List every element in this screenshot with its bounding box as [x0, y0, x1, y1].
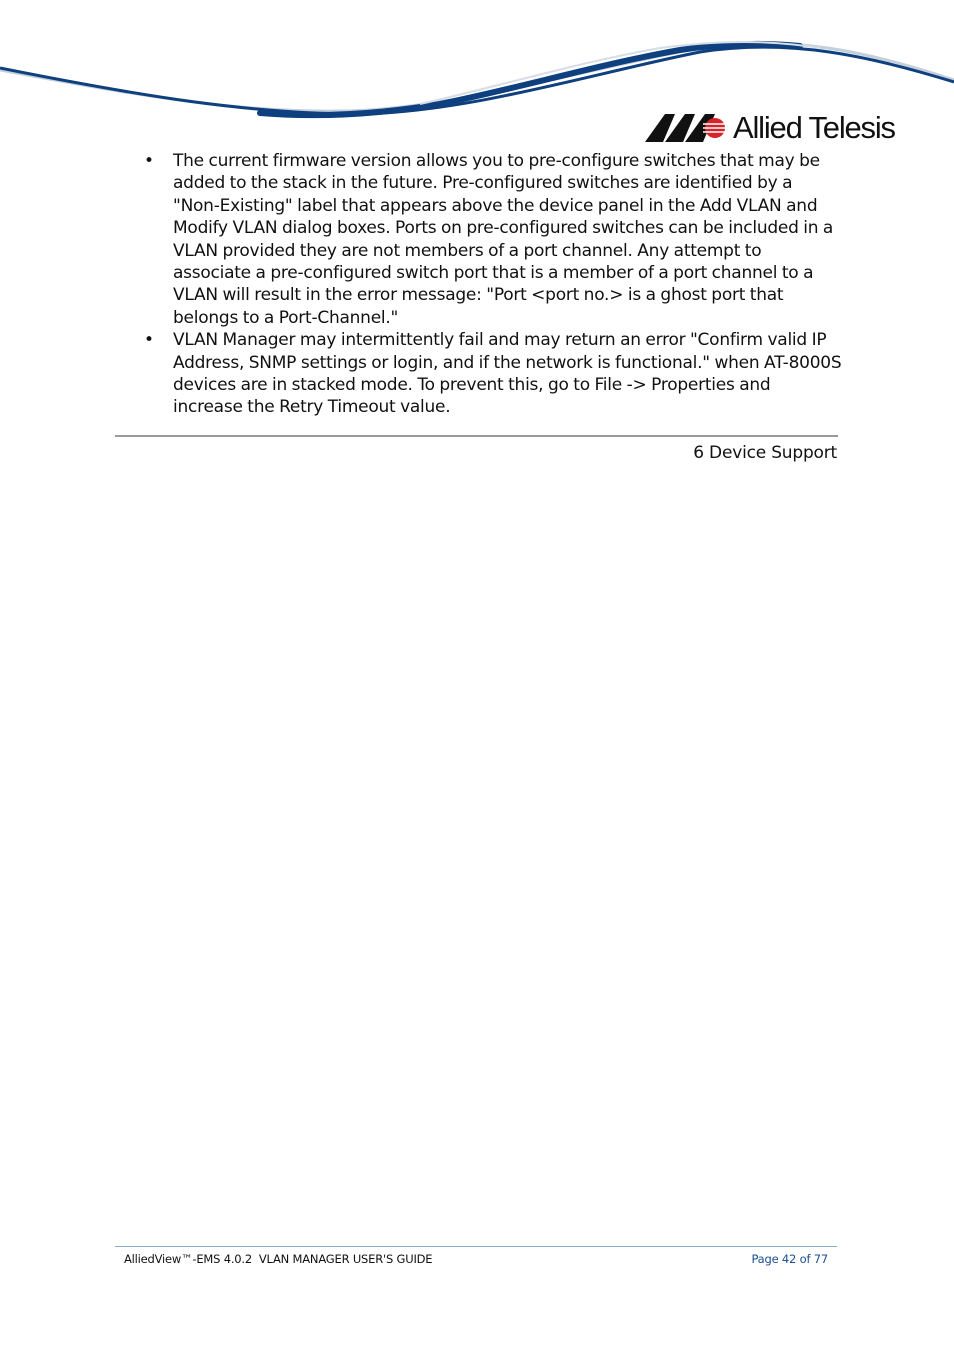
footer-divider — [115, 1246, 837, 1247]
section-divider — [115, 435, 838, 437]
list-item — [142, 150, 842, 329]
footer-page-number: Page 42 of 77 — [751, 1252, 828, 1266]
footer-doc-title: AlliedView™-EMS 4.0.2 VLAN MANAGER USER'S GUIDE — [124, 1252, 433, 1266]
brand-logo — [645, 108, 905, 148]
body-content — [142, 150, 842, 419]
list-item-text: The current firmware version allows you to pre-configure switches that may be added to the stack in the future. Pre-configured switches are identified by a "Non-Existing" label that appears above the device panel in the Add VLAN and Modify VLAN dialog boxes. Ports on pre-configured switches can be included in a VLAN provided they are not members of a port channel. Any attempt to associate a pre-configured switch port that is a member of a port channel to a VLAN will result in the error message: "Port <port no.> is a ghost port that belongs to a Port-Channel." — [173, 151, 834, 328]
list-item — [142, 329, 842, 419]
bullet-list — [142, 150, 842, 419]
allied-telesis-logo-icon — [645, 114, 727, 142]
brand-wordmark: Allied Telesis — [733, 110, 895, 145]
list-item-text: VLAN Manager may intermittently fail and may return an error "Confirm valid IP Address, SNMP settings or login, and if the network is functional." when AT-8000S devices are in stacked mode. To prevent this, go to File -> Properties and increase the Retry Timeout value. — [173, 330, 842, 418]
section-heading: 6 Device Support — [693, 443, 837, 463]
bullet-dot-icon: • — [144, 330, 154, 351]
bullet-dot-icon: • — [144, 151, 154, 171]
